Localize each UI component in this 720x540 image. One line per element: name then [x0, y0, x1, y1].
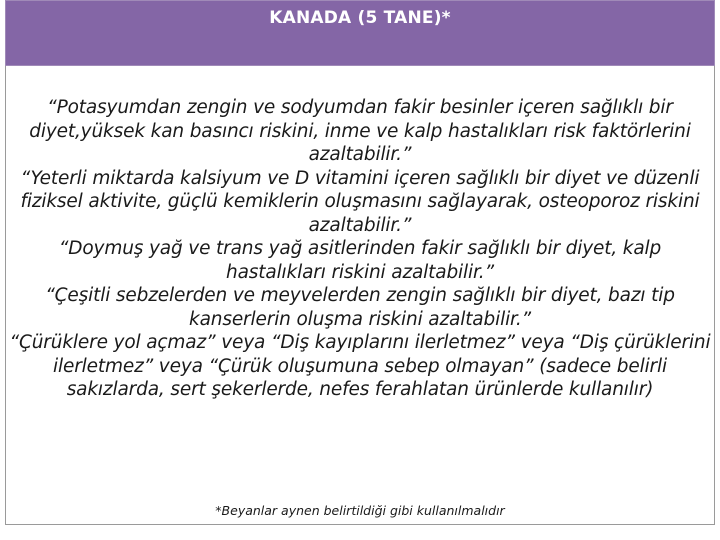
claim-dental: “Çürüklere yol açmaz” veya “Diş kayıplarını ilerletmez” veya “Diş çürüklerini ilerletmez” veya “Çürük oluşumuna sebep olmayan” (sadece belirli sakızlarda, sert şekerlerde, nefes ferahlatan ürünlerde kullanılır)	[9, 332, 711, 400]
header-title: KANADA (5 TANE)*	[269, 8, 451, 28]
claims-box	[5, 66, 715, 525]
header-bar	[5, 0, 715, 66]
claim-calcium: “Yeterli miktarda kalsiyum ve D vitamini içeren sağlıklı bir diyet ve düzenli fiziksel aktivite, güçlü kemiklerin oluşmasını sağlayarak, osteoporoz riskini azaltabilir.”	[20, 167, 700, 236]
footnote: *Beyanlar aynen belirtildiği gibi kullanılmalıdır	[215, 503, 505, 518]
claim-potassium: “Potasyumdan zengin ve sodyumdan fakir besinler içeren sağlıklı bir diyet,yüksek kan basıncı riskini, inme ve kalp hastalıkları risk faktörlerini azaltabilir.”	[29, 97, 691, 165]
claim-saturated-fat: “Doymuş yağ ve trans yağ asitlerinden fakir sağlıklı bir diyet, kalp hastalıkları riskini azaltabilir.”	[58, 238, 662, 283]
claims-list	[8, 96, 712, 402]
claim-vegetables-fruits: “Çeşitli sebzelerden ve meyvelerden zengin sağlıklı bir diyet, bazı tip kanserlerin oluşma riskini azaltabilir.”	[45, 285, 675, 330]
